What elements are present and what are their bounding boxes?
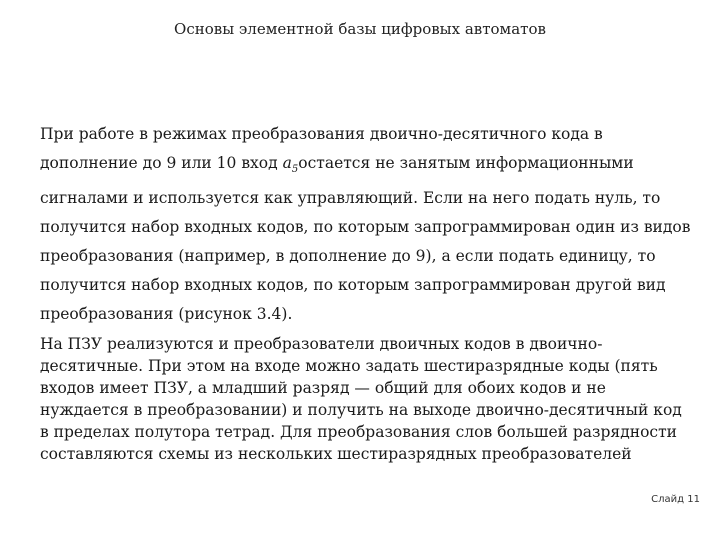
- input-variable-base: a: [282, 154, 292, 172]
- slide-body: [40, 120, 695, 465]
- input-variable: [282, 154, 299, 176]
- paragraph-rom-code-conversion: [40, 120, 695, 329]
- paragraph-binary-to-bcd: На ПЗУ реализуются и преобразователи двоичных кодов в двоично-десятичные. При этом на входе можно задать шестиразрядные коды (пять входов имеет ПЗУ, а младший разряд — общий для обоих кодов и не нуждается в преобразовании) и получить на выходе двоично-десятичный код в пределах полутора тетрад. Для преобразования слов большей разрядности составляются схемы из нескольких шестиразрядных преобразователей: [40, 335, 682, 464]
- paragraph-1-text-end: остается не занятым информационными сигналами и используется как управляющий. Если на него подать нуль, то получится набор входных кодов, по которым запрограммирован один из видов преобразования (например, в дополнение до 9), а если подать единицу, то получится набор входных кодов, по которым запрограммирован другой вид преобразования (рисунок 3.4).: [40, 154, 691, 324]
- paragraph-1-text-start: При работе в режимах преобразования двоично-десятичного кода в дополнение до 9 или 10 вход: [40, 125, 603, 172]
- slide-number: Слайд 11: [651, 494, 700, 505]
- slide-title: Основы элементной базы цифровых автоматов: [174, 20, 546, 38]
- input-variable-subscript: 5: [291, 164, 299, 176]
